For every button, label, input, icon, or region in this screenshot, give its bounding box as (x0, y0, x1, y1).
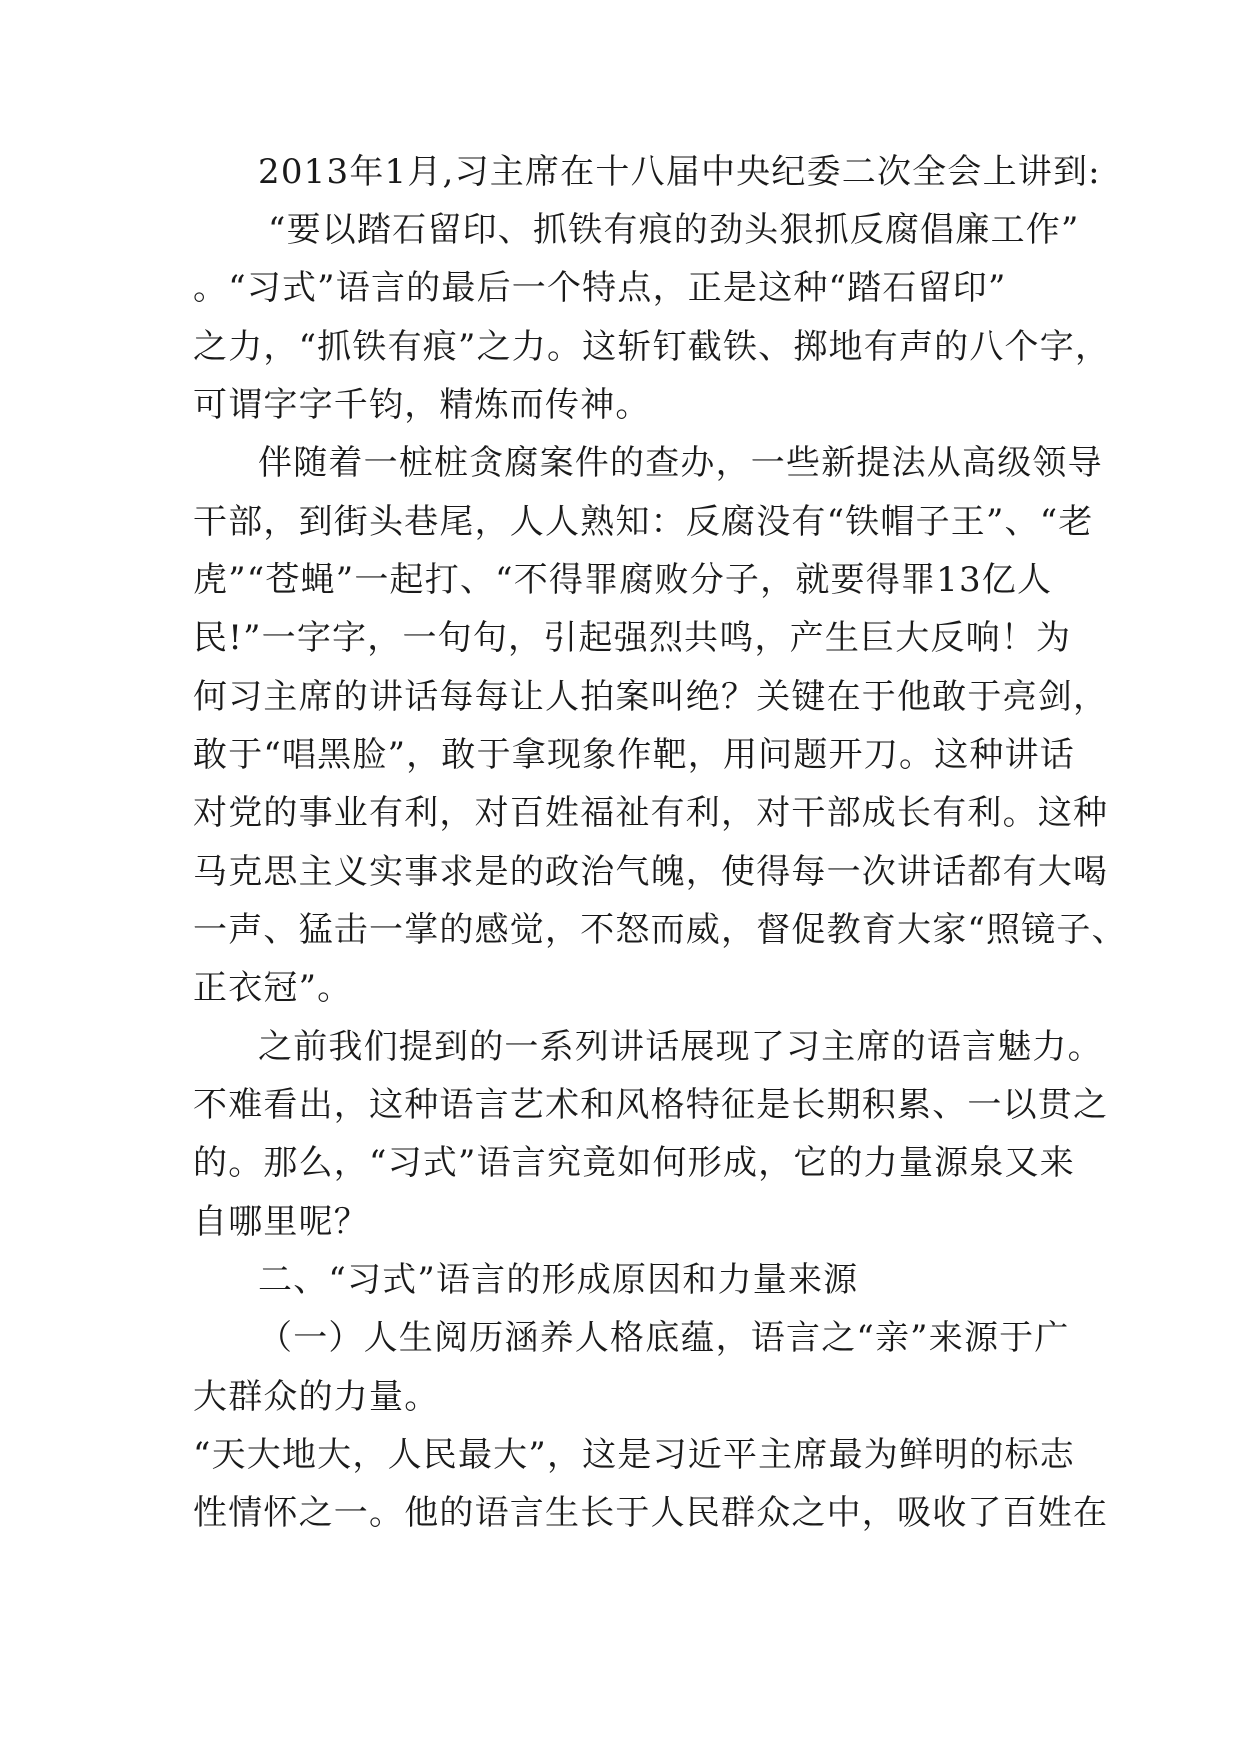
text-line: 性情怀之一。他的语言生长于人民群众之中，吸收了百姓在 (193, 1493, 1109, 1533)
text-line: 敢于“唱黑脸”，敢于拿现象作靶，用问题开刀。这种讲话 (193, 735, 1075, 775)
section-heading: 二、“习式”语言的形成原因和力量来源 (258, 1260, 859, 1300)
text-line: 一声、猛击一掌的感觉，不怒而威，督促教育大家“照镜子、 (193, 910, 1127, 950)
text-line: 马克思主义实事求是的政治气魄，使得每一次讲话都有大喝 (193, 852, 1109, 892)
text-line: “天大地大，人民最大”，这是习近平主席最为鲜明的标志 (193, 1435, 1075, 1475)
text-line: 之力，“抓铁有痕”之力。这斩钉截铁、掷地有声的八个字， (193, 327, 1111, 367)
text-line: “要以踏石留印、抓铁有痕的劲头狠抓反腐倡廉工作” (268, 210, 1080, 250)
text-line: 。“习式”语言的最后一个特点，正是这种“踏石留印” (193, 268, 1007, 308)
text-line: 2013年1月,习主席在十八届中央纪委二次全会上讲到: (258, 152, 1101, 192)
subsection-heading: （一）人生阅历涵养人格底蕴，语言之“亲”来源于广 (258, 1318, 1070, 1358)
text-line: 不难看出，这种语言艺术和风格特征是长期积累、一以贯之 (193, 1085, 1109, 1125)
subsection-heading: 大群众的力量。 (193, 1377, 440, 1417)
text-line: 虎”“苍蝇”一起打、“不得罪腐败分子，就要得罪13亿人 (193, 560, 1053, 600)
text-line: 可谓字字千钧，精炼而传神。 (193, 385, 651, 425)
text-line: 民!”一字字，一句句，引起强烈共鸣，产生巨大反响！为 (193, 618, 1072, 658)
text-line: 自哪里呢？ (193, 1202, 369, 1242)
text-line: 对党的事业有利，对百姓福祉有利，对干部成长有利。这种 (193, 793, 1109, 833)
text-line: 之前我们提到的一系列讲话展现了习主席的语言魅力。 (258, 1027, 1103, 1067)
text-line: 的。那么，“习式”语言究竟如何形成，它的力量源泉又来 (193, 1143, 1075, 1183)
text-line: 何习主席的讲话每每让人拍案叫绝？关键在于他敢于亮剑， (193, 677, 1109, 717)
text-line: 正衣冠”。 (193, 968, 353, 1008)
text-line: 干部，到街头巷尾，人人熟知：反腐没有“铁帽子王”、“老 (193, 502, 1094, 542)
text-line: 伴随着一桩桩贪腐案件的查办，一些新提法从高级领导 (258, 443, 1103, 483)
